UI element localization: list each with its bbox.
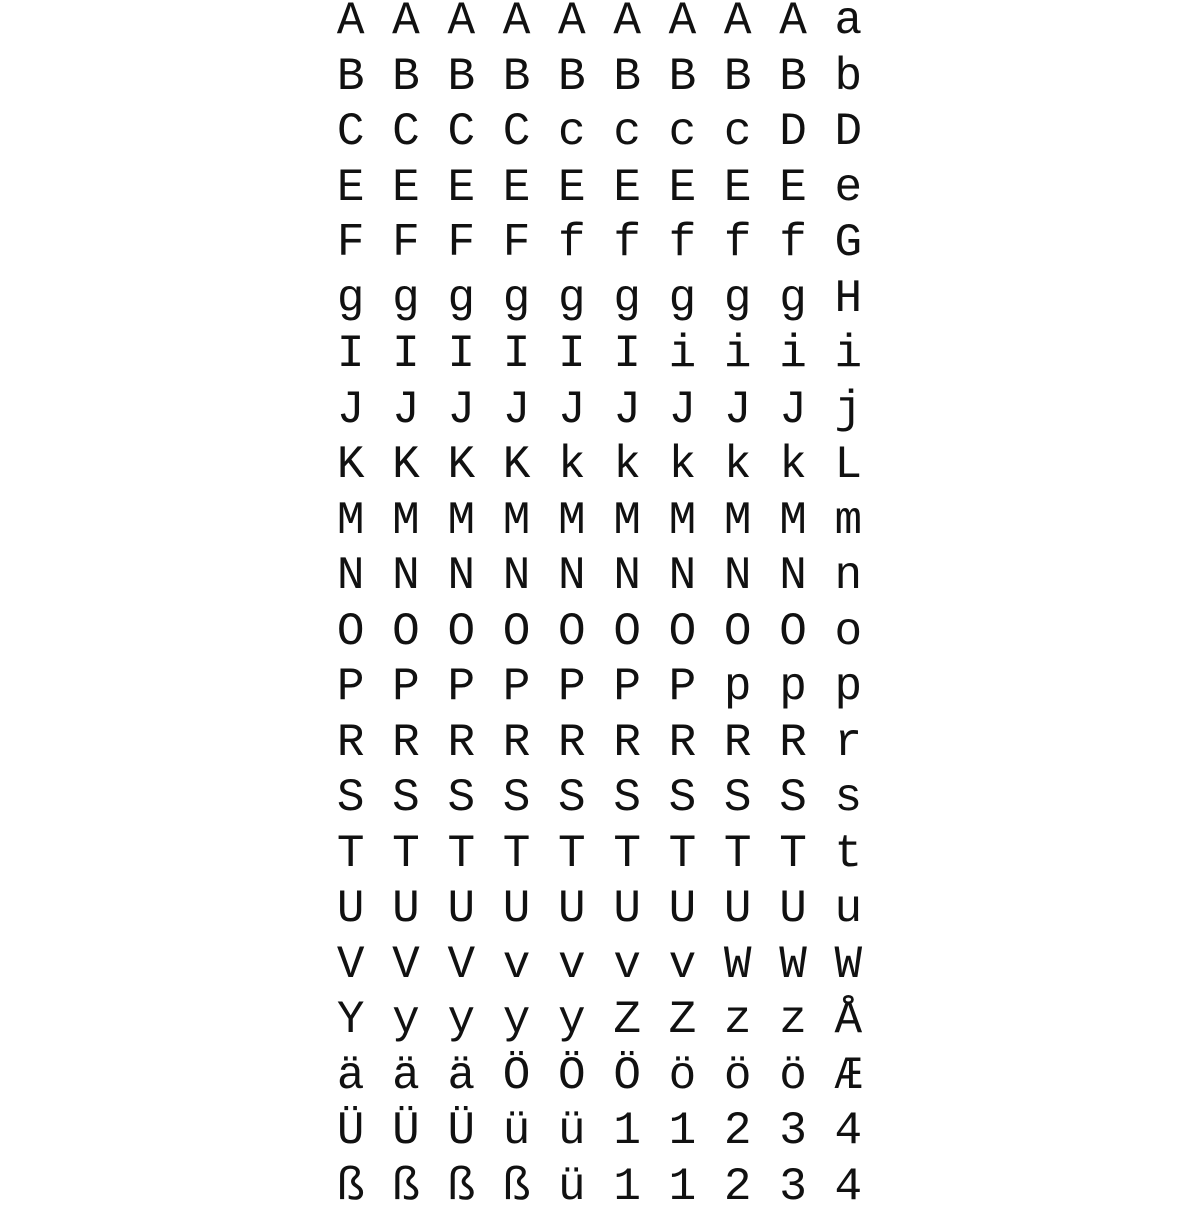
glyph: j bbox=[821, 383, 876, 438]
glyph: N bbox=[323, 549, 378, 604]
glyph: C bbox=[489, 105, 544, 160]
glyph: z bbox=[765, 993, 820, 1048]
glyph: B bbox=[544, 50, 599, 105]
glyph: F bbox=[489, 216, 544, 271]
glyph: Å bbox=[821, 993, 876, 1048]
glyph: ö bbox=[765, 1049, 820, 1104]
glyph: R bbox=[655, 716, 710, 771]
glyph: J bbox=[378, 383, 433, 438]
glyph: O bbox=[323, 605, 378, 660]
glyph: N bbox=[434, 549, 489, 604]
glyph: Æ bbox=[821, 1049, 876, 1104]
glyph: U bbox=[323, 882, 378, 937]
glyph: T bbox=[323, 827, 378, 882]
glyph: k bbox=[544, 438, 599, 493]
glyph: c bbox=[544, 105, 599, 160]
glyph: R bbox=[544, 716, 599, 771]
glyph: I bbox=[323, 327, 378, 382]
glyph: y bbox=[489, 993, 544, 1048]
glyph: O bbox=[489, 605, 544, 660]
glyph: k bbox=[710, 438, 765, 493]
glyph: F bbox=[323, 216, 378, 271]
glyph: U bbox=[599, 882, 654, 937]
glyph: A bbox=[378, 0, 433, 49]
glyph: N bbox=[710, 549, 765, 604]
glyph: A bbox=[434, 0, 489, 49]
glyph: f bbox=[599, 216, 654, 271]
glyph: W bbox=[710, 938, 765, 993]
glyph: U bbox=[544, 882, 599, 937]
glyph: g bbox=[544, 272, 599, 327]
glyph: 1 bbox=[655, 1104, 710, 1159]
glyph: 1 bbox=[655, 1160, 710, 1215]
glyph: J bbox=[599, 383, 654, 438]
glyph: Ü bbox=[323, 1104, 378, 1159]
glyph: f bbox=[655, 216, 710, 271]
glyph: ä bbox=[378, 1049, 433, 1104]
glyph: J bbox=[434, 383, 489, 438]
glyph: ü bbox=[544, 1104, 599, 1159]
glyph: D bbox=[821, 105, 876, 160]
glyph: S bbox=[599, 771, 654, 826]
glyph: R bbox=[434, 716, 489, 771]
glyph: P bbox=[599, 660, 654, 715]
glyph: N bbox=[378, 549, 433, 604]
glyph: g bbox=[765, 272, 820, 327]
glyph: D bbox=[765, 105, 820, 160]
glyph: i bbox=[821, 327, 876, 382]
glyph: R bbox=[489, 716, 544, 771]
glyph: ü bbox=[544, 1160, 599, 1215]
glyph: Ü bbox=[378, 1104, 433, 1159]
glyph: p bbox=[710, 660, 765, 715]
glyph: J bbox=[544, 383, 599, 438]
glyph: N bbox=[765, 549, 820, 604]
glyph-row bbox=[323, 1049, 876, 1105]
glyph: ö bbox=[655, 1049, 710, 1104]
glyph: J bbox=[710, 383, 765, 438]
glyph: 3 bbox=[765, 1104, 820, 1159]
glyph-row bbox=[323, 938, 876, 994]
glyph: g bbox=[378, 272, 433, 327]
glyph: Ö bbox=[599, 1049, 654, 1104]
glyph: N bbox=[599, 549, 654, 604]
glyph: p bbox=[821, 660, 876, 715]
glyph: I bbox=[544, 327, 599, 382]
glyph-row bbox=[323, 327, 876, 383]
glyph: B bbox=[434, 50, 489, 105]
glyph: B bbox=[599, 50, 654, 105]
glyph: O bbox=[434, 605, 489, 660]
glyph: G bbox=[821, 216, 876, 271]
glyph: E bbox=[765, 161, 820, 216]
glyph: K bbox=[323, 438, 378, 493]
glyph: i bbox=[710, 327, 765, 382]
glyph: J bbox=[323, 383, 378, 438]
glyph: y bbox=[434, 993, 489, 1048]
glyph: S bbox=[710, 771, 765, 826]
glyph: p bbox=[765, 660, 820, 715]
glyph: M bbox=[655, 494, 710, 549]
glyph-row bbox=[323, 105, 876, 161]
glyph: T bbox=[710, 827, 765, 882]
glyph: S bbox=[323, 771, 378, 826]
glyph: g bbox=[655, 272, 710, 327]
glyph: S bbox=[765, 771, 820, 826]
glyph: ä bbox=[323, 1049, 378, 1104]
glyph-row bbox=[323, 660, 876, 716]
glyph: Z bbox=[655, 993, 710, 1048]
glyph: E bbox=[544, 161, 599, 216]
glyph: u bbox=[821, 882, 876, 937]
glyph: U bbox=[765, 882, 820, 937]
glyph: g bbox=[489, 272, 544, 327]
glyph: y bbox=[544, 993, 599, 1048]
glyph: P bbox=[323, 660, 378, 715]
glyph: ß bbox=[489, 1160, 544, 1215]
glyph: k bbox=[655, 438, 710, 493]
glyph: B bbox=[378, 50, 433, 105]
glyph-row bbox=[323, 438, 876, 494]
glyph: T bbox=[434, 827, 489, 882]
glyph: C bbox=[434, 105, 489, 160]
glyph: ä bbox=[434, 1049, 489, 1104]
glyph: ö bbox=[710, 1049, 765, 1104]
glyph: z bbox=[710, 993, 765, 1048]
glyph: H bbox=[821, 272, 876, 327]
glyph: ü bbox=[489, 1104, 544, 1159]
glyph: T bbox=[599, 827, 654, 882]
glyph: M bbox=[489, 494, 544, 549]
glyph: k bbox=[765, 438, 820, 493]
glyph: 4 bbox=[821, 1160, 876, 1215]
glyph: f bbox=[765, 216, 820, 271]
glyph: F bbox=[434, 216, 489, 271]
glyph-row bbox=[323, 827, 876, 883]
glyph: t bbox=[821, 827, 876, 882]
glyph: 4 bbox=[821, 1104, 876, 1159]
glyph: M bbox=[599, 494, 654, 549]
glyph: v bbox=[599, 938, 654, 993]
glyph: S bbox=[378, 771, 433, 826]
glyph: i bbox=[655, 327, 710, 382]
glyph: B bbox=[655, 50, 710, 105]
glyph: B bbox=[323, 50, 378, 105]
glyph: P bbox=[434, 660, 489, 715]
glyph: v bbox=[655, 938, 710, 993]
glyph: B bbox=[765, 50, 820, 105]
glyph: W bbox=[821, 938, 876, 993]
glyph: U bbox=[710, 882, 765, 937]
glyph: E bbox=[378, 161, 433, 216]
glyph-row bbox=[323, 1104, 876, 1160]
glyph: A bbox=[323, 0, 378, 49]
glyph: M bbox=[544, 494, 599, 549]
glyph: Ü bbox=[434, 1104, 489, 1159]
glyph: J bbox=[489, 383, 544, 438]
glyph: A bbox=[544, 0, 599, 49]
glyph: P bbox=[655, 660, 710, 715]
glyph: ß bbox=[323, 1160, 378, 1215]
glyph: g bbox=[434, 272, 489, 327]
glyph: f bbox=[710, 216, 765, 271]
glyph: S bbox=[489, 771, 544, 826]
glyph: i bbox=[765, 327, 820, 382]
glyph: R bbox=[323, 716, 378, 771]
glyph: P bbox=[378, 660, 433, 715]
glyph: A bbox=[710, 0, 765, 49]
glyph: A bbox=[765, 0, 820, 49]
glyph: O bbox=[655, 605, 710, 660]
glyph: n bbox=[821, 549, 876, 604]
glyph: U bbox=[489, 882, 544, 937]
glyph: N bbox=[489, 549, 544, 604]
glyph: Y bbox=[323, 993, 378, 1048]
glyph: V bbox=[378, 938, 433, 993]
glyph: R bbox=[378, 716, 433, 771]
glyph-row bbox=[323, 771, 876, 827]
glyph: k bbox=[599, 438, 654, 493]
glyph: e bbox=[821, 161, 876, 216]
glyph: A bbox=[599, 0, 654, 49]
glyph: E bbox=[655, 161, 710, 216]
glyph: T bbox=[655, 827, 710, 882]
glyph: K bbox=[378, 438, 433, 493]
glyph: M bbox=[710, 494, 765, 549]
glyph: ß bbox=[434, 1160, 489, 1215]
glyph: V bbox=[434, 938, 489, 993]
glyph: M bbox=[765, 494, 820, 549]
glyph-row bbox=[323, 272, 876, 328]
glyph: T bbox=[489, 827, 544, 882]
glyph: 1 bbox=[599, 1104, 654, 1159]
glyph: C bbox=[323, 105, 378, 160]
glyph: B bbox=[710, 50, 765, 105]
glyph: R bbox=[710, 716, 765, 771]
glyph: U bbox=[434, 882, 489, 937]
glyph: V bbox=[323, 938, 378, 993]
glyph: 1 bbox=[599, 1160, 654, 1215]
glyph-row bbox=[323, 161, 876, 217]
glyph: T bbox=[544, 827, 599, 882]
glyph: O bbox=[544, 605, 599, 660]
glyph: s bbox=[821, 771, 876, 826]
glyph: O bbox=[710, 605, 765, 660]
glyph: J bbox=[765, 383, 820, 438]
glyph: a bbox=[821, 0, 876, 49]
glyph: O bbox=[599, 605, 654, 660]
glyph: Z bbox=[599, 993, 654, 1048]
glyph: L bbox=[821, 438, 876, 493]
glyph: R bbox=[599, 716, 654, 771]
glyph: m bbox=[821, 494, 876, 549]
glyph: W bbox=[765, 938, 820, 993]
glyph: P bbox=[489, 660, 544, 715]
glyph-row bbox=[323, 216, 876, 272]
glyph-row bbox=[323, 494, 876, 550]
glyph: M bbox=[323, 494, 378, 549]
glyph: o bbox=[821, 605, 876, 660]
glyph: E bbox=[710, 161, 765, 216]
letter-sticker-sheet bbox=[323, 0, 876, 1200]
glyph: 2 bbox=[710, 1160, 765, 1215]
glyph: U bbox=[655, 882, 710, 937]
glyph: g bbox=[710, 272, 765, 327]
glyph: C bbox=[378, 105, 433, 160]
glyph: E bbox=[489, 161, 544, 216]
glyph: T bbox=[765, 827, 820, 882]
glyph: S bbox=[544, 771, 599, 826]
glyph: U bbox=[378, 882, 433, 937]
glyph: M bbox=[378, 494, 433, 549]
glyph: c bbox=[710, 105, 765, 160]
glyph: N bbox=[655, 549, 710, 604]
glyph: J bbox=[655, 383, 710, 438]
glyph: f bbox=[544, 216, 599, 271]
glyph: N bbox=[544, 549, 599, 604]
glyph: T bbox=[378, 827, 433, 882]
glyph: A bbox=[655, 0, 710, 49]
glyph-row bbox=[323, 882, 876, 938]
glyph: K bbox=[434, 438, 489, 493]
glyph: E bbox=[599, 161, 654, 216]
glyph: O bbox=[378, 605, 433, 660]
glyph: 2 bbox=[710, 1104, 765, 1159]
glyph: A bbox=[489, 0, 544, 49]
glyph: K bbox=[489, 438, 544, 493]
glyph-row bbox=[323, 549, 876, 605]
glyph: c bbox=[599, 105, 654, 160]
glyph: 3 bbox=[765, 1160, 820, 1215]
glyph-row bbox=[323, 50, 876, 106]
glyph: v bbox=[544, 938, 599, 993]
glyph: b bbox=[821, 50, 876, 105]
glyph-row bbox=[323, 993, 876, 1049]
glyph: Ö bbox=[544, 1049, 599, 1104]
glyph-row bbox=[323, 383, 876, 439]
glyph: B bbox=[489, 50, 544, 105]
glyph-row bbox=[323, 0, 876, 50]
glyph: F bbox=[378, 216, 433, 271]
glyph: E bbox=[434, 161, 489, 216]
glyph: S bbox=[655, 771, 710, 826]
glyph-row bbox=[323, 716, 876, 772]
glyph: g bbox=[599, 272, 654, 327]
glyph: v bbox=[489, 938, 544, 993]
glyph: I bbox=[489, 327, 544, 382]
glyph: P bbox=[544, 660, 599, 715]
glyph: y bbox=[378, 993, 433, 1048]
glyph: r bbox=[821, 716, 876, 771]
glyph: E bbox=[323, 161, 378, 216]
glyph: ß bbox=[378, 1160, 433, 1215]
glyph: I bbox=[599, 327, 654, 382]
glyph: c bbox=[655, 105, 710, 160]
glyph-row bbox=[323, 605, 876, 661]
glyph-row bbox=[323, 1160, 876, 1215]
glyph: S bbox=[434, 771, 489, 826]
glyph: M bbox=[434, 494, 489, 549]
glyph: O bbox=[765, 605, 820, 660]
glyph: R bbox=[765, 716, 820, 771]
glyph: g bbox=[323, 272, 378, 327]
glyph: I bbox=[378, 327, 433, 382]
glyph: Ö bbox=[489, 1049, 544, 1104]
glyph: I bbox=[434, 327, 489, 382]
